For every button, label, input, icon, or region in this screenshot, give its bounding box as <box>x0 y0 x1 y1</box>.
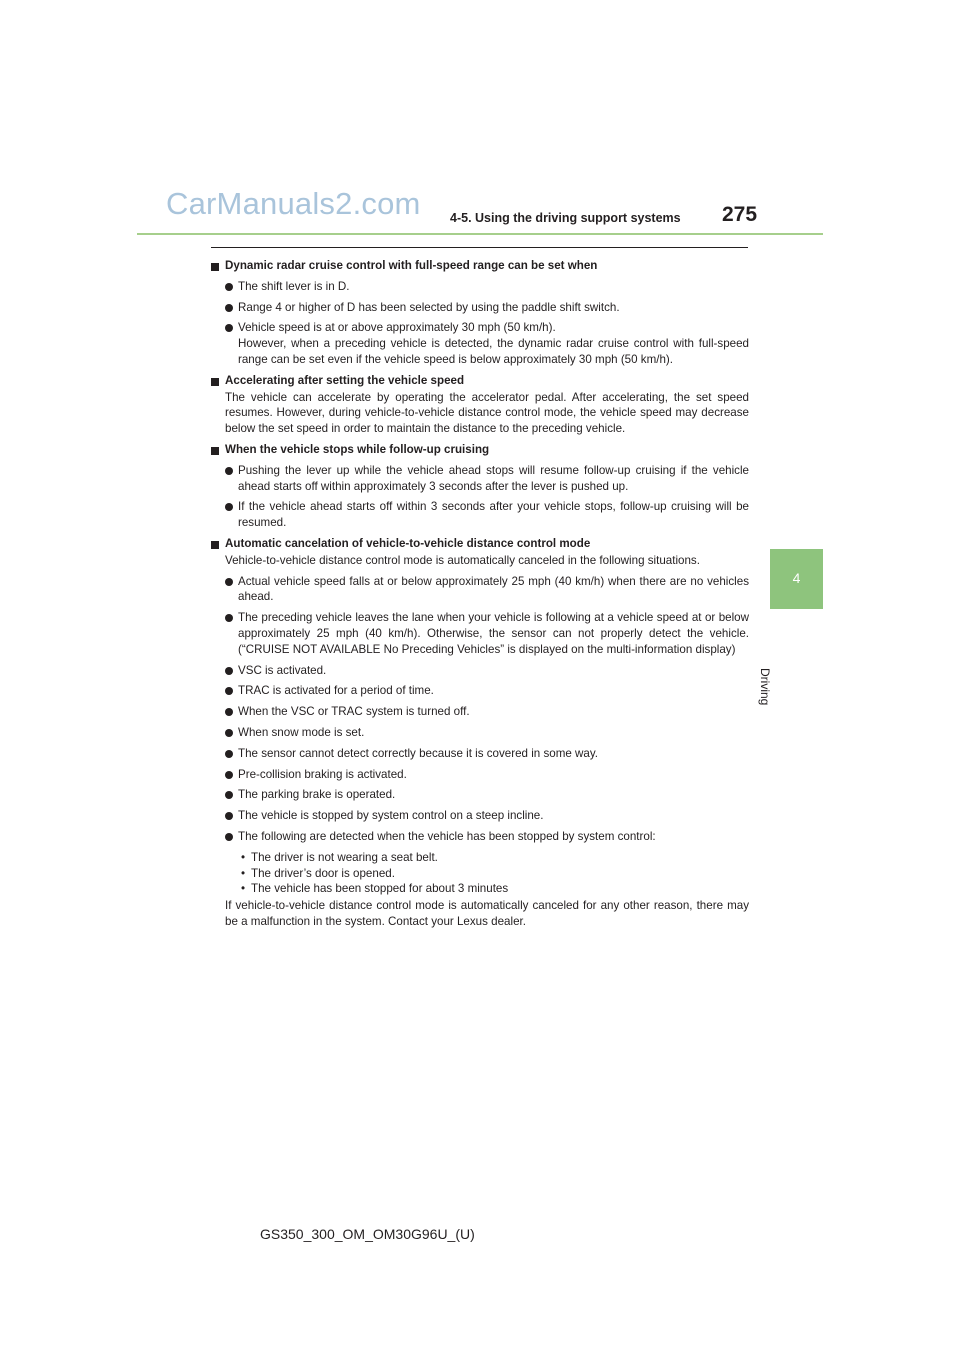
page-number: 275 <box>722 203 758 226</box>
closing-paragraph: If vehicle-to-vehicle distance control mode is automatically canceled for any other reason, there may be a malfunction in the system. Contact your Lexus dealer. <box>225 899 749 928</box>
bullet-icon <box>225 833 233 841</box>
header-divider <box>137 233 823 235</box>
sub-list-item: • The driver is not wearing a seat belt. <box>241 850 438 864</box>
section-heading: Accelerating after setting the vehicle speed <box>211 373 749 389</box>
watermark-logo: CarManuals2.com <box>166 186 421 221</box>
sub-list <box>211 850 749 897</box>
list-item: Actual vehicle speed falls at or below approximately 25 mph (40 km/h) when there are no vehicles ahead. <box>211 574 749 606</box>
list-item: TRAC is activated for a period of time. <box>211 683 749 699</box>
sub-bullet-icon: • <box>241 850 246 864</box>
section-title: 4-5. Using the driving support systems <box>450 211 681 225</box>
document-code: GS350_300_OM_OM30G96U_(U) <box>260 1226 475 1242</box>
bullet-icon <box>225 324 233 332</box>
bullet-icon <box>225 708 233 716</box>
bullet-icon <box>225 791 233 799</box>
list-item: Pushing the lever up while the vehicle ahead stops will resume follow-up cruising if the vehicle ahead starts off within approximately 3 seconds after the lever is pushed up. <box>211 463 749 495</box>
sub-bullet-icon: • <box>241 866 246 880</box>
sub-list-item: • The driver’s door is opened. <box>241 866 395 880</box>
chapter-tab-number: 4 <box>792 570 801 586</box>
bullet-icon <box>225 467 233 475</box>
square-bullet-icon <box>211 541 219 549</box>
list-item: Vehicle speed is at or above approximately 30 mph (50 km/h). However, when a preceding vehicle is detected, the dynamic radar cruise control with full-speed range can be set even if the vehicle speed is below approximately 30 mph (50 km/h). <box>211 320 749 367</box>
list-item: When snow mode is set. <box>211 725 749 741</box>
bullet-icon <box>225 750 233 758</box>
paragraph: The vehicle can accelerate by operating the accelerator pedal. After accelerating, the set speed resumes. However, during vehicle-to-vehicle distance control mode, the vehicle speed may decrease below the set speed in order to maintain the distance to the preceding vehicle. <box>225 390 749 436</box>
square-bullet-icon <box>211 447 219 455</box>
sub-list-item: • The vehicle has been stopped for about 3 minutes <box>241 882 509 896</box>
bullet-icon <box>225 614 233 622</box>
list-item: The parking brake is operated. <box>211 787 749 803</box>
list-item: If the vehicle ahead starts off within 3 seconds after your vehicle stops, follow-up cruising will be resumed. <box>211 499 749 531</box>
bullet-icon <box>225 687 233 695</box>
bullet-icon <box>225 503 233 511</box>
chapter-tab-label: Driving <box>758 668 772 706</box>
main-content <box>211 258 749 930</box>
paragraph: Vehicle-to-vehicle distance control mode is automatically canceled in the following situations. <box>225 553 700 567</box>
bullet-icon <box>225 729 233 737</box>
sub-bullet-icon: • <box>241 882 246 896</box>
bullet-icon <box>225 283 233 291</box>
list-item: The following are detected when the vehicle has been stopped by system control: <box>211 829 749 845</box>
chapter-tab-label-wrap <box>758 620 794 706</box>
list-item: The preceding vehicle leaves the lane when your vehicle is following at a vehicle speed at or below approximately 25 mph (40 km/h). Otherwise, the sensor can not properly detect the vehicle. (“CRUISE NOT AVAILABLE No Preceding Vehicles” is displayed on the multi-information display) <box>211 610 749 657</box>
list-item: VSC is activated. <box>211 663 749 679</box>
square-bullet-icon <box>211 378 219 386</box>
square-bullet-icon <box>211 263 219 271</box>
list-item: Range 4 or higher of D has been selected by using the paddle shift switch. <box>211 300 749 316</box>
bullet-icon <box>225 771 233 779</box>
list-item: The sensor cannot detect correctly because it is covered in some way. <box>211 746 749 762</box>
list-item: The shift lever is in D. <box>211 279 749 295</box>
bullet-icon <box>225 667 233 675</box>
content-divider <box>211 247 748 248</box>
section-heading: Automatic cancelation of vehicle-to-vehicle distance control mode <box>211 536 749 552</box>
section-heading: Dynamic radar cruise control with full-speed range can be set when <box>211 258 749 274</box>
list-item: When the VSC or TRAC system is turned off. <box>211 704 749 720</box>
list-item: Pre-collision braking is activated. <box>211 767 749 783</box>
bullet-icon <box>225 812 233 820</box>
bullet-icon <box>225 578 233 586</box>
list-item: The vehicle is stopped by system control on a steep incline. <box>211 808 749 824</box>
section-heading: When the vehicle stops while follow-up cruising <box>211 442 749 458</box>
list-item-continuation: However, when a preceding vehicle is detected, the dynamic radar cruise control with full-speed range can be set even if the vehicle speed is below approximately 30 mph (50 km/h). <box>238 337 749 366</box>
bullet-icon <box>225 304 233 312</box>
